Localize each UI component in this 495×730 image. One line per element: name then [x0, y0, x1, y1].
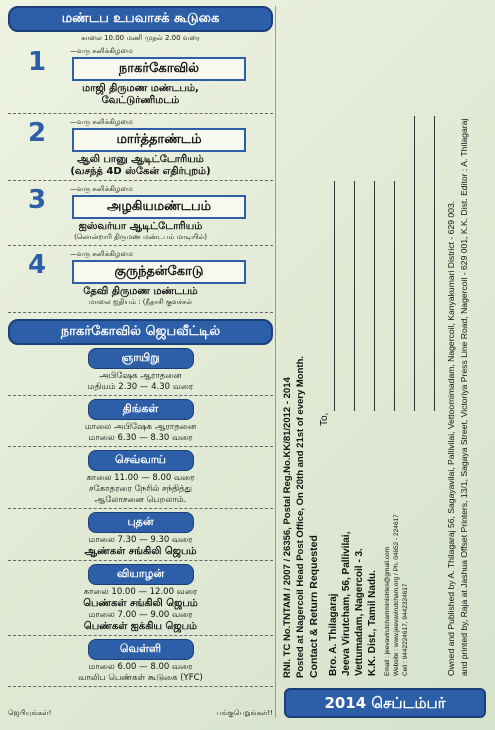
day-detail: பெண்கள் ஐக்கிய ஜெபம் [83, 621, 198, 632]
place-name: மார்த்தாண்டம் [72, 128, 246, 152]
place-name: அழகியமண்டபம் [72, 195, 246, 219]
hall-name: மாஜி திருமண மண்டபம், [82, 83, 199, 94]
address-line [334, 181, 336, 411]
day-block [8, 450, 273, 509]
place-pre: —வரு சனிக்கிழமை [70, 185, 133, 193]
sender-address-1: Jeeva Virutcham, 56, Pallivilai, [341, 531, 352, 676]
day-detail: வாலிப பெண்கள் கூடுகை (YFC) [78, 673, 203, 683]
place-pre: —வரு சனிக்கிழமை [70, 118, 133, 126]
place-number: 1 [28, 47, 47, 77]
day-block [8, 512, 273, 561]
day-label: வியாழன் [88, 564, 194, 585]
address-line [354, 181, 356, 411]
day-label: வெள்ளி [88, 639, 194, 660]
owned-line-1: Owned and Published by A. Thilagaraj 56, Sagayavilai, Pallivilai, Vettoornimadam, Nagercoil, Kanyakumari District - 629 003. [446, 200, 456, 676]
hall-name: ஆலி பானு ஆடிட்டோரியம் [77, 154, 204, 165]
day-detail: ஆலோசனை பெறலாம். [94, 495, 187, 505]
day-detail: மாலை 6.00 — 8.00 வரை [88, 662, 193, 672]
place-block-3 [8, 181, 273, 246]
day-block [8, 639, 273, 687]
time-note: காலை 10.00 மணி முதல் 2.00 வரை [81, 34, 200, 42]
day-detail: மாலை 7.30 — 9.30 வரை [88, 535, 193, 545]
email-line: Email : jeevavirutchamministries@gmail.com [384, 546, 391, 676]
day-detail: சகோதரரை நேரில் சந்தித்து [88, 484, 193, 494]
address-line [414, 116, 416, 411]
place-number: 4 [28, 250, 47, 280]
place-block-2 [8, 114, 273, 181]
footer-left: ஜெபியுங்கள்! [8, 709, 52, 717]
day-detail: மாலை அபிஷேக ஆராதனை [84, 422, 197, 432]
place-pre: —வரு சனிக்கிழமை [70, 250, 133, 258]
posted-line: Posted at Nagercoil Head Post Office, On 20th and 21st of every Month. [295, 355, 306, 678]
place-pre: —வரு சனிக்கிழமை [70, 47, 133, 55]
day-detail: காலை 10.00 — 12.00 வரை [83, 587, 198, 597]
mailing-column [275, 6, 488, 718]
hall-name-2: வேட்டுர்ணிமடம் [101, 95, 180, 106]
sender-address-3: K.K. Dist., Tamil Nadu. [367, 570, 378, 676]
issue-date-banner: 2014 செப்டம்பர் [284, 688, 486, 718]
owned-line-2: and printed by, Raja at Jashua Offset Printers, 13/1, Sagaya Street, Victoriya Press Line Road, Nagercoil - 629 001, K.K. Dist. Editor : A. Thilagaraj [459, 118, 469, 676]
hall-name-2: (லொன்றாரி திருமண மண்டபம் மாடியில்) [74, 233, 207, 241]
footer-slogans [8, 709, 273, 718]
day-label: ஞாயிறு [88, 348, 194, 369]
place-block-4 [8, 246, 273, 313]
contact-line: Contact & Return Requested [308, 535, 320, 678]
fasting-meeting-header: மண்டப உபவாசக் கூடுகை [8, 6, 273, 32]
place-name: குருந்தன்கோடு [72, 260, 246, 284]
address-line [394, 181, 396, 411]
footer-right: பங்குபெறுங்கள்!! [216, 709, 273, 717]
day-detail: காலை 11.00 — 8.00 வரை [86, 473, 195, 483]
address-line [434, 116, 436, 411]
sender-name: Bro. A. Thilagaraj [328, 593, 339, 676]
day-detail: பெண்கள் சங்கிலி ஜெபம் [83, 598, 198, 609]
day-label: புதன் [88, 512, 194, 533]
day-block [8, 399, 273, 447]
day-block [8, 348, 273, 396]
day-block [8, 564, 273, 636]
address-line [374, 181, 376, 411]
place-number: 3 [28, 185, 47, 215]
hall-name: ஐஸ்வர்யா ஆடிட்டோரியம் [78, 221, 203, 232]
day-detail: மதியம் 2.30 — 4.30 வரை [87, 382, 194, 392]
day-label: செவ்வாய் [88, 450, 194, 471]
weekly-header: நாகர்கோவில் ஜெபவீட்டில் [8, 319, 273, 345]
sender-address-2: Vettumadam, Nagercoil - 3. [354, 548, 365, 676]
hall-name-2: மாலை ஐதியம் : (நீதாசி குளச்சல் [89, 298, 192, 306]
website-line: Website : www.jeevavirutcham.org / Ph. 04652 - 224617 [393, 514, 400, 676]
day-label: திங்கள் [88, 399, 194, 420]
to-label: To, [319, 412, 330, 426]
schedule-column [8, 6, 273, 718]
day-detail: அபிஷேக ஆராதனை [99, 371, 182, 381]
day-detail: மாலை 6.30 — 8.30 வரை [88, 433, 193, 443]
registration-line: RNI. TC No.TNTAM / 2007 / 26356, Postal Reg.No.KK/81/2012 - 2014 [282, 377, 293, 678]
place-block-1 [8, 43, 273, 114]
day-detail: மாலை 7.00 — 9.00 வரை [88, 610, 193, 620]
hall-name-2: (வசந்த் 4D ஸ்கேன் எதிர்புறம்) [70, 166, 211, 177]
weekly-schedule [8, 348, 273, 687]
cell-line: Cell : 9442224617, 9442324617 [402, 583, 409, 676]
place-name: நாகர்கோவில் [72, 57, 246, 81]
day-detail: ஆண்கள் சங்கிலி ஜெபம் [84, 546, 197, 557]
hall-name: தேவி திருமண மண்டபம் [83, 286, 198, 297]
place-number: 2 [28, 118, 47, 148]
